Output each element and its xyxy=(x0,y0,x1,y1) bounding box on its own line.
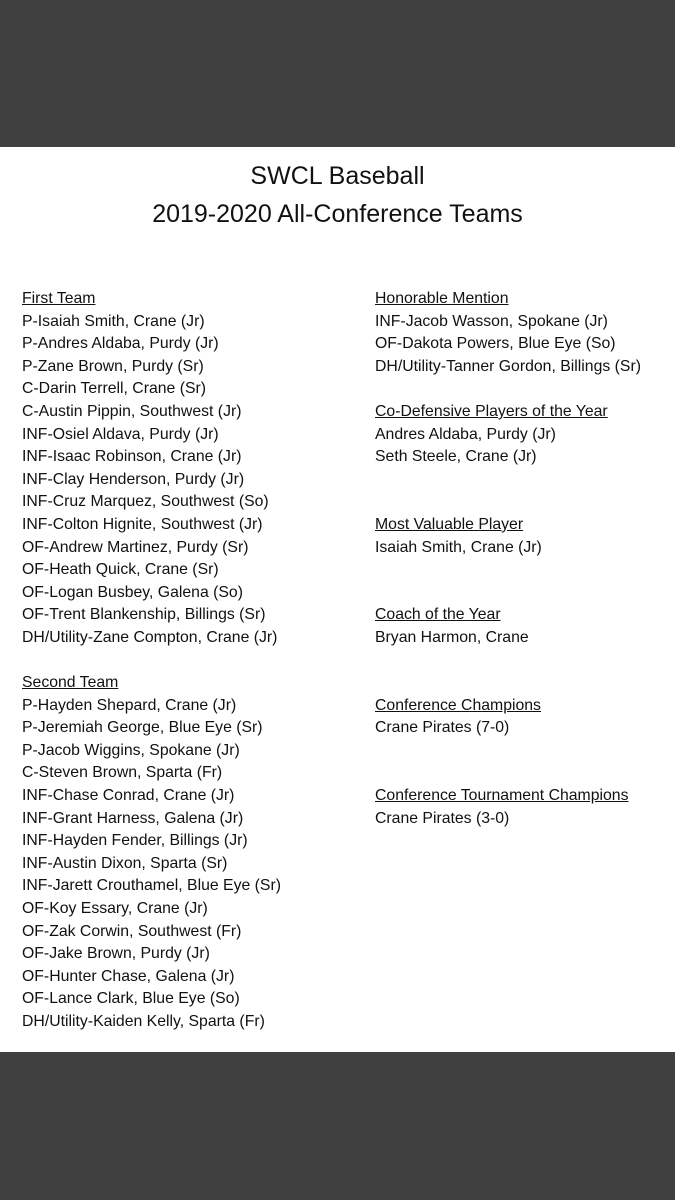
second-team-heading: Second Team xyxy=(22,674,119,692)
player-entry: OF-Heath Quick, Crane (Sr) xyxy=(22,561,219,579)
player-entry: P-Jacob Wiggins, Spokane (Jr) xyxy=(22,741,240,759)
champions-value: Crane Pirates (7-0) xyxy=(375,719,510,737)
player-entry: INF-Cruz Marquez, Southwest (So) xyxy=(22,493,269,511)
player-entry: INF-Hayden Fender, Billings (Jr) xyxy=(22,832,248,850)
player-entry: DH/Utility-Kaiden Kelly, Sparta (Fr) xyxy=(22,1013,265,1030)
player-entry: INF-Colton Hignite, Southwest (Jr) xyxy=(22,515,263,533)
player-entry: INF-Jarett Crouthamel, Blue Eye (Sr) xyxy=(22,877,281,895)
mvp-heading: Most Valuable Player xyxy=(375,515,524,533)
player-entry: Seth Steele, Crane (Jr) xyxy=(375,448,537,466)
player-entry: INF-Austin Dixon, Sparta (Sr) xyxy=(22,854,228,872)
coach-value: Bryan Harmon, Crane xyxy=(375,628,529,646)
player-entry: OF-Jake Brown, Purdy (Jr) xyxy=(22,945,210,963)
coach-section xyxy=(375,604,641,649)
player-entry: P-Zane Brown, Purdy (Sr) xyxy=(22,357,204,375)
second-team-section xyxy=(22,672,281,1034)
document-title: SWCL Baseball xyxy=(250,162,425,190)
player-entry: INF-Isaac Robinson, Crane (Jr) xyxy=(22,448,242,466)
mvp-section xyxy=(375,514,641,559)
player-entry: C-Austin Pippin, Southwest (Jr) xyxy=(22,402,242,420)
champions-heading: Conference Champions xyxy=(375,696,541,714)
player-entry: Andres Aldaba, Purdy (Jr) xyxy=(375,425,556,443)
honorable-mention-section xyxy=(375,288,641,378)
player-entry: P-Hayden Shepard, Crane (Jr) xyxy=(22,696,237,714)
player-entry: OF-Logan Busbey, Galena (So) xyxy=(22,583,243,601)
player-entry: C-Darin Terrell, Crane (Sr) xyxy=(22,380,207,398)
player-entry: INF-Clay Henderson, Purdy (Jr) xyxy=(22,470,245,488)
mvp-value: Isaiah Smith, Crane (Jr) xyxy=(375,538,542,556)
champions-section xyxy=(375,695,641,740)
player-entry: OF-Andrew Martinez, Purdy (Sr) xyxy=(22,538,249,556)
coach-heading: Coach of the Year xyxy=(375,606,501,624)
player-entry: P-Andres Aldaba, Purdy (Jr) xyxy=(22,335,219,353)
player-entry: DH/Utility-Zane Compton, Crane (Jr) xyxy=(22,628,278,646)
player-entry: INF-Grant Harness, Galena (Jr) xyxy=(22,809,244,827)
tournament-section xyxy=(375,785,641,830)
player-entry: C-Steven Brown, Sparta (Fr) xyxy=(22,764,223,782)
right-column xyxy=(375,288,641,853)
player-entry: OF-Zak Corwin, Southwest (Fr) xyxy=(22,922,242,940)
tournament-value: Crane Pirates (3-0) xyxy=(375,809,510,827)
player-entry: OF-Trent Blankenship, Billings (Sr) xyxy=(22,606,266,624)
player-entry: DH/Utility-Tanner Gordon, Billings (Sr) xyxy=(375,357,641,375)
co-defensive-list xyxy=(375,424,641,469)
player-entry: P-Isaiah Smith, Crane (Jr) xyxy=(22,312,205,330)
honorable-mention-heading: Honorable Mention xyxy=(375,290,509,307)
co-defensive-heading: Co-Defensive Players of the Year xyxy=(375,402,608,420)
player-entry: INF-Jacob Wasson, Spokane (Jr) xyxy=(375,312,608,330)
tournament-heading: Conference Tournament Champions xyxy=(375,787,629,805)
player-entry: INF-Osiel Aldava, Purdy (Jr) xyxy=(22,425,219,443)
first-team-section xyxy=(22,288,281,650)
first-team-list xyxy=(22,311,281,650)
player-entry: OF-Dakota Powers, Blue Eye (So) xyxy=(375,335,616,353)
document-subtitle: 2019-2020 All-Conference Teams xyxy=(152,200,523,228)
co-defensive-section xyxy=(375,401,641,469)
honorable-mention-list xyxy=(375,311,641,379)
player-entry: OF-Lance Clark, Blue Eye (So) xyxy=(22,990,240,1008)
first-team-heading: First Team xyxy=(22,290,96,307)
left-column xyxy=(22,288,281,1056)
player-entry: OF-Hunter Chase, Galena (Jr) xyxy=(22,967,235,985)
player-entry: OF-Koy Essary, Crane (Jr) xyxy=(22,900,208,918)
second-team-list xyxy=(22,695,281,1034)
player-entry: INF-Chase Conrad, Crane (Jr) xyxy=(22,787,235,805)
player-entry: P-Jeremiah George, Blue Eye (Sr) xyxy=(22,719,263,737)
document-page xyxy=(0,147,675,1052)
